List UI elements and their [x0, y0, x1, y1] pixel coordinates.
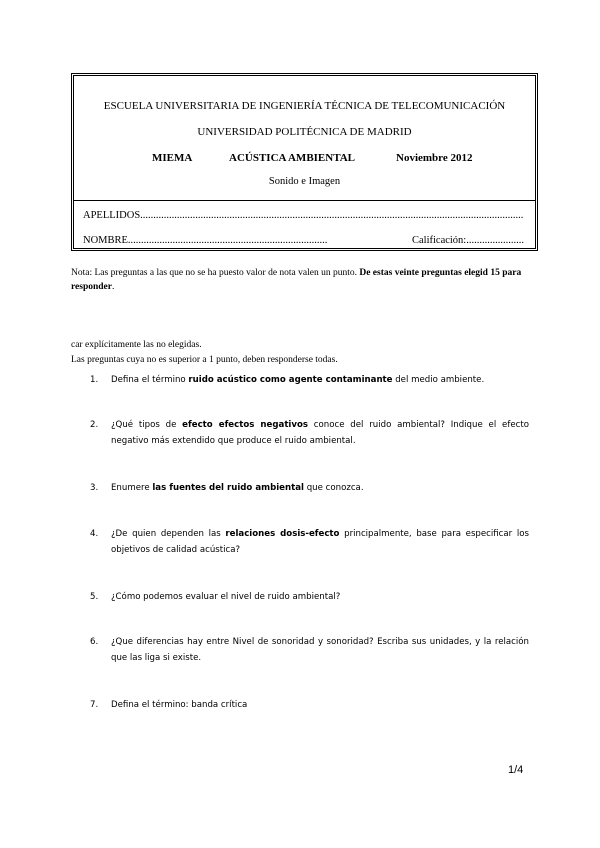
calificacion-field: Calificación:......................: [412, 235, 524, 246]
question-text: Defina el término ruido acústico como agente contaminante del medio ambiente.: [111, 375, 485, 385]
question-text: Defina el término: banda crítica: [111, 700, 248, 710]
exam-header-box: [71, 73, 538, 251]
note-intro: Nota: Las preguntas a las que no se ha puesto valor de nota valen un punto.: [71, 268, 357, 278]
question-number: 4.: [90, 529, 99, 539]
degree-subtitle: Sonido e Imagen: [268, 176, 341, 187]
note-line-2: car explícitamente las no elegidas.: [71, 340, 202, 350]
nombre-field: NOMBRE............................................................................: [83, 235, 328, 246]
program-name: MIEMA: [152, 152, 193, 164]
question-number: 7.: [90, 700, 99, 710]
question-text: Enumere las fuentes del ruido ambiental que conozca.: [111, 483, 364, 493]
exam-date: Noviembre 2012: [396, 152, 473, 164]
page-number: 1/4: [508, 764, 524, 776]
question-number: 5.: [90, 592, 99, 602]
question-text: ¿Qué tipos de efecto efectos negativos conoce del ruido ambiental? Indique el efecto negativo más extendido que produce el ruido ambiental.: [111, 420, 529, 446]
header-divider: [74, 200, 535, 201]
school-name: ESCUELA UNIVERSITARIA DE INGENIERÍA TÉCNICA DE TELECOMUNICACIÓN: [103, 100, 506, 112]
university-name: UNIVERSIDAD POLITÉCNICA DE MADRID: [197, 126, 412, 138]
note-line-3: Las preguntas cuya no es superior a 1 punto, deben responderse todas.: [71, 355, 338, 365]
question-number: 1.: [90, 375, 99, 385]
question-text: ¿De quien dependen las relaciones dosis-efecto principalmente, base para especificar los objetivos de calidad acústica?: [111, 529, 529, 555]
note-bold: De estas veinte preguntas elegid 15 para responder: [71, 268, 522, 292]
question-number: 6.: [90, 637, 99, 647]
question-number: 2.: [90, 420, 99, 430]
apellidos-field: APELLIDOS..................................................................................................................................................: [83, 210, 524, 221]
question-text: ¿Cómo podemos evaluar el nivel de ruido ambiental?: [111, 592, 341, 602]
question-text: ¿Que diferencias hay entre Nivel de sonoridad y sonoridad? Escriba sus unidades, y la relación que las liga si existe.: [111, 637, 529, 663]
note-end: .: [112, 282, 115, 292]
question-number: 3.: [90, 483, 99, 493]
course-name: ACÚSTICA AMBIENTAL: [229, 152, 356, 164]
exam-note: [71, 266, 541, 294]
